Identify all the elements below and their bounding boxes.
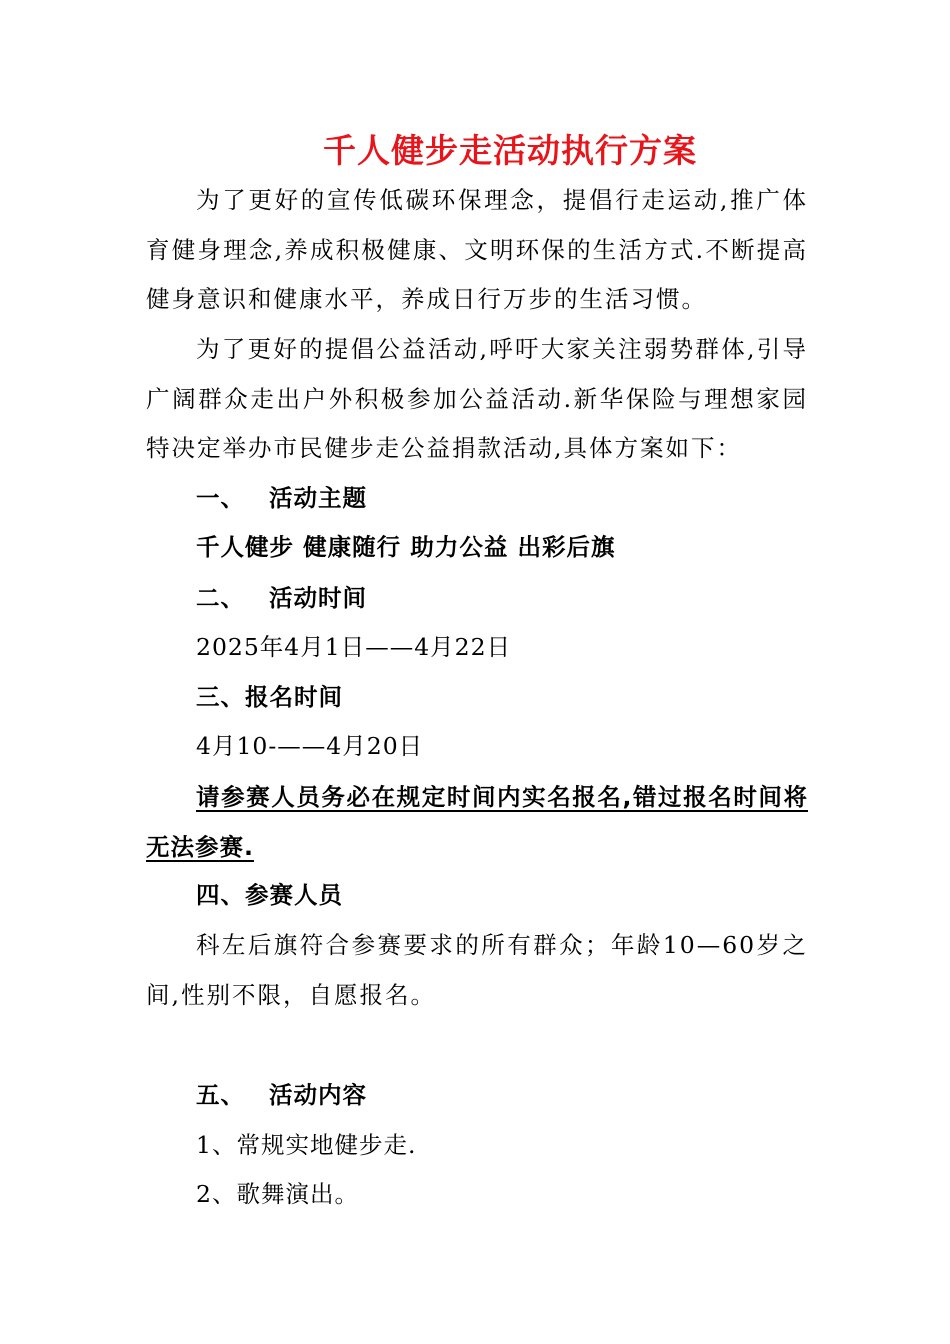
section-registration-heading: 三、报名时间 xyxy=(196,683,343,711)
section-registration-content: 4月10-——4月20日 xyxy=(196,732,424,760)
section-content-heading xyxy=(196,1071,367,1121)
section-content-number: 五、 xyxy=(196,1081,245,1109)
section-participants-heading: 四、参赛人员 xyxy=(196,881,343,909)
section-theme-number: 一、 xyxy=(196,484,245,512)
section-theme-title: 活动主题 xyxy=(269,484,367,512)
section-time-title: 活动时间 xyxy=(269,584,367,612)
section-time-heading xyxy=(196,574,367,624)
document-title: 千人健步走活动执行方案 xyxy=(323,131,697,170)
section-participants-content: 科左后旗符合参赛要求的所有群众；年龄10—60岁之间,性别不限，自愿报名。 xyxy=(146,931,808,1009)
section-theme-content: 千人健步 健康随行 助力公益 出彩后旗 xyxy=(196,533,616,561)
section-content-title: 活动内容 xyxy=(269,1081,367,1109)
content-item: 2、歌舞演出。 xyxy=(196,1180,359,1208)
content-item: 1、常规实地健步走. xyxy=(196,1131,417,1159)
section-theme-heading xyxy=(196,474,367,524)
intro-paragraph-1: 为了更好的宣传低碳环保理念，提倡行走运动,推广体育健身理念,养成积极健康、文明环保的生活方式.不断提高健身意识和健康水平，养成日行万步的生活习惯。 xyxy=(146,186,808,314)
section-time-content: 2025年4月1日——4月22日 xyxy=(196,633,512,661)
registration-notice: 请参赛人员务必在规定时间内实名报名,错过报名时间将无法参赛. xyxy=(146,783,808,861)
intro-paragraph-2: 为了更好的提倡公益活动,呼吁大家关注弱势群体,引导广阔群众走出户外积极参加公益活动.新华保险与理想家园特决定举办市民健步走公益捐款活动,具体方案如下： xyxy=(146,335,808,463)
section-time-number: 二、 xyxy=(196,584,245,612)
